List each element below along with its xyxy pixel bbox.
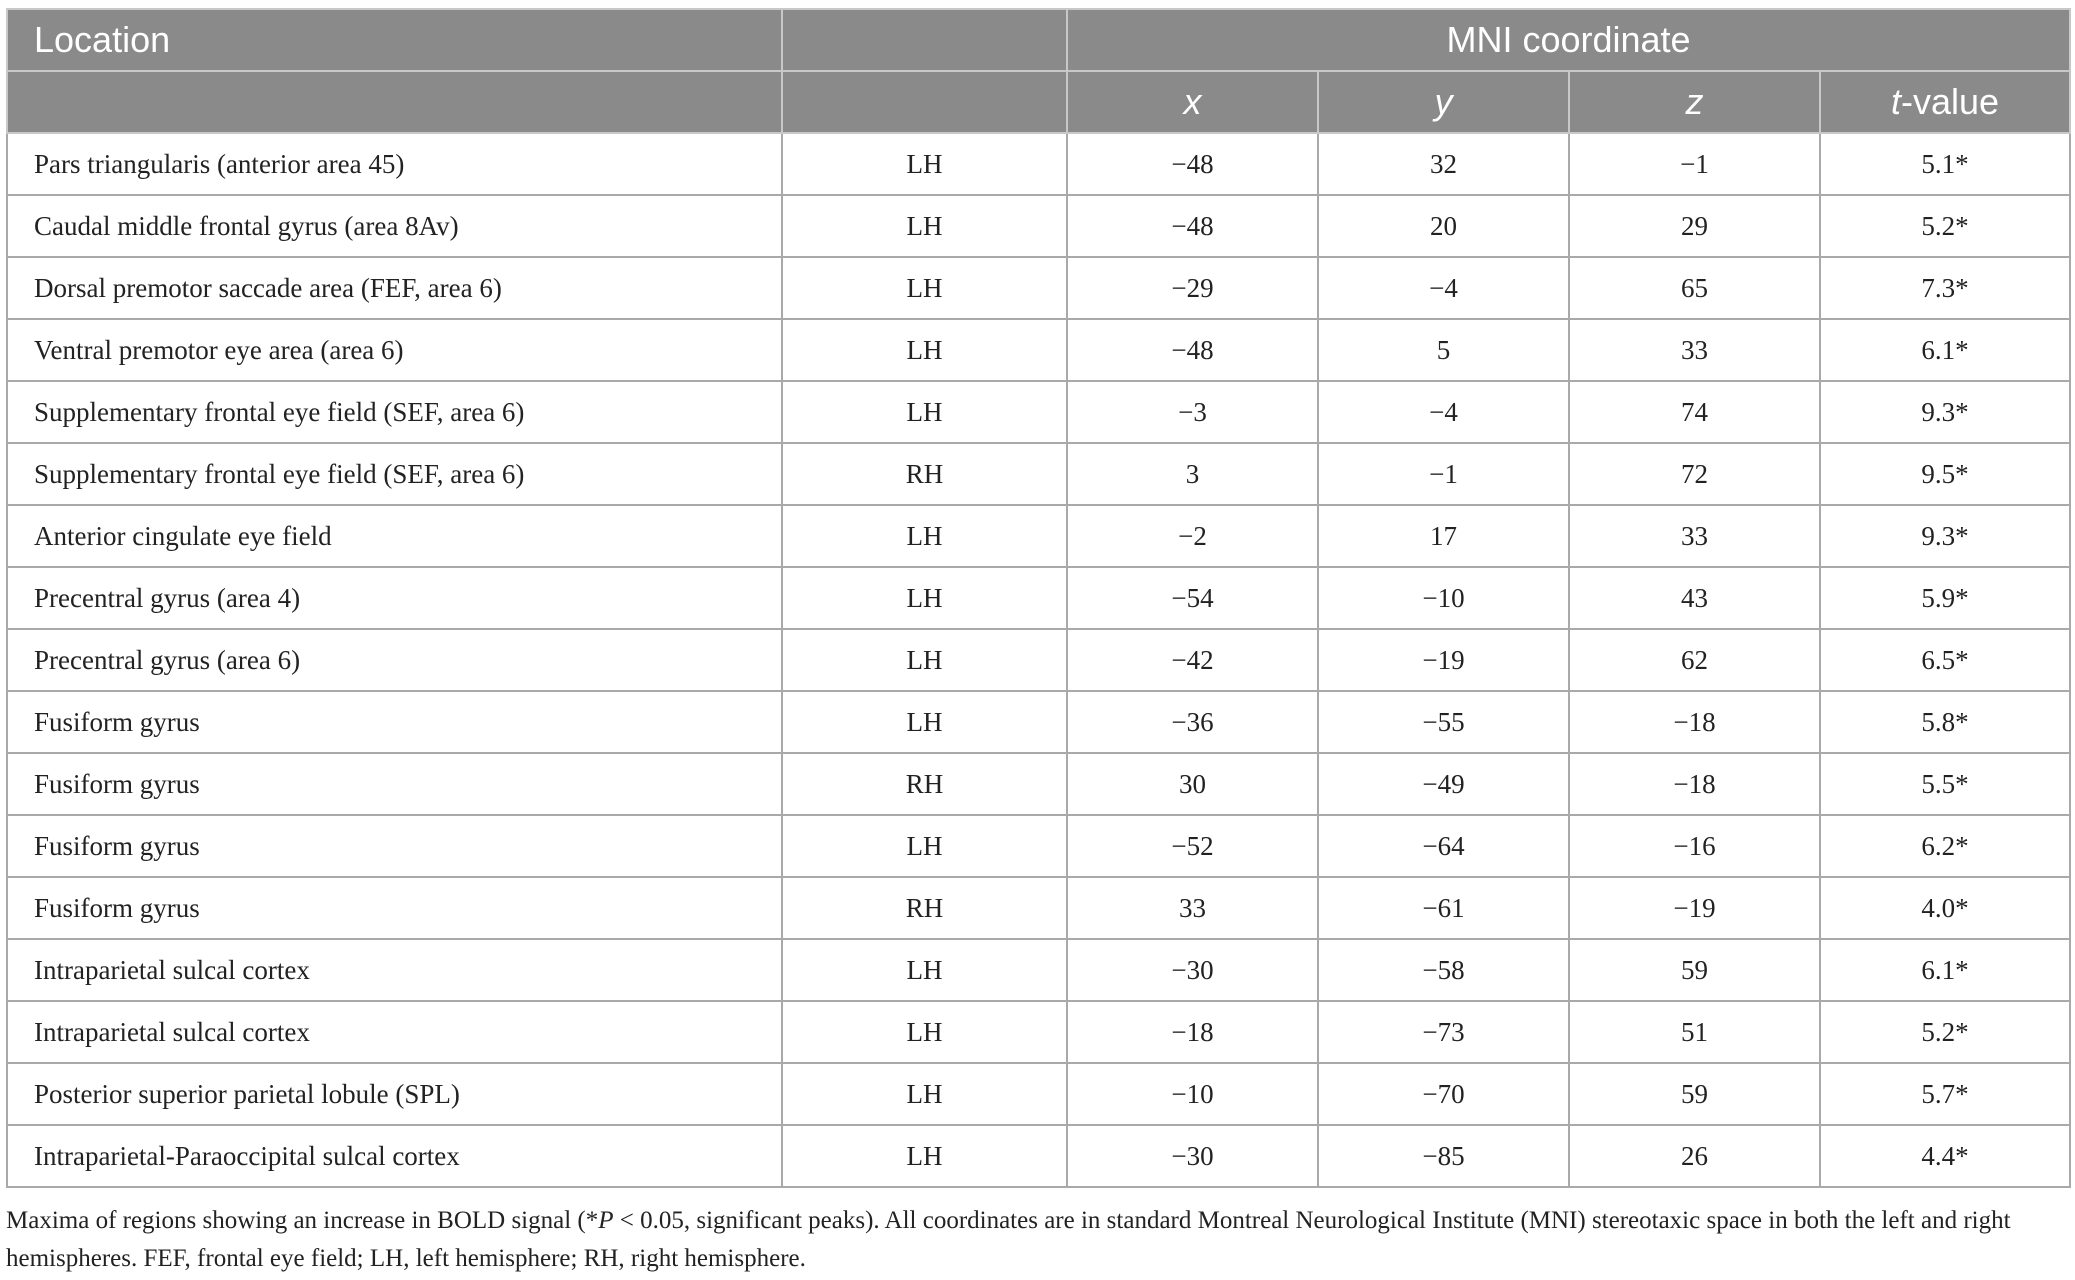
t-value-cell: 5.9* bbox=[1820, 567, 2070, 629]
location-cell: Fusiform gyrus bbox=[7, 691, 782, 753]
mni-coordinates-table bbox=[6, 8, 2071, 1188]
footnote-p-symbol: P bbox=[598, 1207, 614, 1234]
location-header: Location bbox=[7, 9, 782, 71]
y-cell: 32 bbox=[1318, 133, 1569, 195]
x-cell: 33 bbox=[1067, 877, 1318, 939]
x-cell: −54 bbox=[1067, 567, 1318, 629]
z-header: z bbox=[1569, 71, 1820, 133]
x-cell: −30 bbox=[1067, 939, 1318, 1001]
hemisphere-cell: LH bbox=[782, 691, 1067, 753]
table-row bbox=[7, 443, 2070, 505]
table-row bbox=[7, 133, 2070, 195]
hemisphere-cell: RH bbox=[782, 753, 1067, 815]
table-row bbox=[7, 381, 2070, 443]
z-cell: 29 bbox=[1569, 195, 1820, 257]
location-cell: Intraparietal sulcal cortex bbox=[7, 939, 782, 1001]
table-row bbox=[7, 629, 2070, 691]
x-cell: −48 bbox=[1067, 133, 1318, 195]
z-cell: 65 bbox=[1569, 257, 1820, 319]
y-cell: 5 bbox=[1318, 319, 1569, 381]
location-cell: Ventral premotor eye area (area 6) bbox=[7, 319, 782, 381]
hemisphere-cell: LH bbox=[782, 381, 1067, 443]
t-value-cell: 9.3* bbox=[1820, 505, 2070, 567]
header-row-sub bbox=[7, 71, 2070, 133]
location-cell: Pars triangularis (anterior area 45) bbox=[7, 133, 782, 195]
table-row bbox=[7, 815, 2070, 877]
t-value-header-t: t bbox=[1890, 81, 1901, 122]
y-header: y bbox=[1318, 71, 1569, 133]
z-cell: 51 bbox=[1569, 1001, 1820, 1063]
x-cell: −3 bbox=[1067, 381, 1318, 443]
table-row bbox=[7, 257, 2070, 319]
t-value-cell: 6.1* bbox=[1820, 319, 2070, 381]
table-row bbox=[7, 195, 2070, 257]
location-cell: Supplementary frontal eye field (SEF, area 6) bbox=[7, 443, 782, 505]
table-row bbox=[7, 877, 2070, 939]
t-value-cell: 5.1* bbox=[1820, 133, 2070, 195]
hemisphere-cell: LH bbox=[782, 567, 1067, 629]
x-cell: −10 bbox=[1067, 1063, 1318, 1125]
x-cell: −29 bbox=[1067, 257, 1318, 319]
y-cell: 17 bbox=[1318, 505, 1569, 567]
hemisphere-cell: LH bbox=[782, 815, 1067, 877]
z-cell: −1 bbox=[1569, 133, 1820, 195]
t-value-cell: 5.2* bbox=[1820, 1001, 2070, 1063]
location-cell: Fusiform gyrus bbox=[7, 877, 782, 939]
hemisphere-subheader-blank bbox=[782, 71, 1067, 133]
table-row bbox=[7, 1125, 2070, 1187]
table-body bbox=[7, 133, 2070, 1187]
x-cell: −2 bbox=[1067, 505, 1318, 567]
x-header: x bbox=[1067, 71, 1318, 133]
x-cell: 30 bbox=[1067, 753, 1318, 815]
t-value-cell: 4.4* bbox=[1820, 1125, 2070, 1187]
y-cell: −4 bbox=[1318, 381, 1569, 443]
x-cell: −42 bbox=[1067, 629, 1318, 691]
z-cell: −18 bbox=[1569, 691, 1820, 753]
header-row-top bbox=[7, 9, 2070, 71]
t-value-cell: 9.3* bbox=[1820, 381, 2070, 443]
t-value-cell: 7.3* bbox=[1820, 257, 2070, 319]
t-value-cell: 4.0* bbox=[1820, 877, 2070, 939]
table-row bbox=[7, 567, 2070, 629]
z-cell: 74 bbox=[1569, 381, 1820, 443]
y-cell: −61 bbox=[1318, 877, 1569, 939]
x-cell: −52 bbox=[1067, 815, 1318, 877]
mni-coordinate-header: MNI coordinate bbox=[1067, 9, 2070, 71]
y-cell: −73 bbox=[1318, 1001, 1569, 1063]
t-value-cell: 5.2* bbox=[1820, 195, 2070, 257]
table-header bbox=[7, 9, 2070, 133]
y-cell: −55 bbox=[1318, 691, 1569, 753]
y-cell: −49 bbox=[1318, 753, 1569, 815]
location-cell: Precentral gyrus (area 4) bbox=[7, 567, 782, 629]
y-cell: −10 bbox=[1318, 567, 1569, 629]
hemisphere-cell: LH bbox=[782, 505, 1067, 567]
x-cell: −30 bbox=[1067, 1125, 1318, 1187]
location-cell: Anterior cingulate eye field bbox=[7, 505, 782, 567]
z-cell: 43 bbox=[1569, 567, 1820, 629]
z-cell: −19 bbox=[1569, 877, 1820, 939]
y-cell: −85 bbox=[1318, 1125, 1569, 1187]
y-cell: 20 bbox=[1318, 195, 1569, 257]
location-cell: Intraparietal sulcal cortex bbox=[7, 1001, 782, 1063]
y-cell: −58 bbox=[1318, 939, 1569, 1001]
hemisphere-cell: LH bbox=[782, 1125, 1067, 1187]
y-cell: −64 bbox=[1318, 815, 1569, 877]
x-cell: −48 bbox=[1067, 195, 1318, 257]
hemisphere-cell: LH bbox=[782, 1001, 1067, 1063]
table-row bbox=[7, 319, 2070, 381]
location-cell: Dorsal premotor saccade area (FEF, area 6) bbox=[7, 257, 782, 319]
hemisphere-cell: LH bbox=[782, 629, 1067, 691]
footnote-part2: < 0.05, significant peaks). All coordinates are in standard Montreal Neurological Institute (MNI) stereotaxic space in both the left and right hemispheres. FEF, frontal eye field; LH, left hemisphere; RH, right hemisphere. bbox=[6, 1207, 2011, 1272]
t-value-cell: 5.7* bbox=[1820, 1063, 2070, 1125]
hemisphere-cell: LH bbox=[782, 195, 1067, 257]
location-cell: Precentral gyrus (area 6) bbox=[7, 629, 782, 691]
t-value-cell: 6.2* bbox=[1820, 815, 2070, 877]
hemisphere-cell: RH bbox=[782, 443, 1067, 505]
table-row bbox=[7, 1001, 2070, 1063]
y-cell: −19 bbox=[1318, 629, 1569, 691]
z-cell: 72 bbox=[1569, 443, 1820, 505]
y-cell: −1 bbox=[1318, 443, 1569, 505]
t-value-header-suffix: -value bbox=[1901, 81, 2000, 122]
hemisphere-cell: LH bbox=[782, 319, 1067, 381]
t-value-cell: 6.5* bbox=[1820, 629, 2070, 691]
x-cell: −36 bbox=[1067, 691, 1318, 753]
y-cell: −4 bbox=[1318, 257, 1569, 319]
table-row bbox=[7, 939, 2070, 1001]
z-cell: 62 bbox=[1569, 629, 1820, 691]
t-value-cell: 6.1* bbox=[1820, 939, 2070, 1001]
z-cell: −16 bbox=[1569, 815, 1820, 877]
z-cell: 33 bbox=[1569, 505, 1820, 567]
location-cell: Intraparietal-Paraoccipital sulcal cortex bbox=[7, 1125, 782, 1187]
location-cell: Fusiform gyrus bbox=[7, 815, 782, 877]
x-cell: −18 bbox=[1067, 1001, 1318, 1063]
x-cell: −48 bbox=[1067, 319, 1318, 381]
z-cell: 59 bbox=[1569, 1063, 1820, 1125]
t-value-cell: 9.5* bbox=[1820, 443, 2070, 505]
t-value-header bbox=[1820, 71, 2070, 133]
hemisphere-cell: LH bbox=[782, 1063, 1067, 1125]
x-cell: 3 bbox=[1067, 443, 1318, 505]
footnote-part1: Maxima of regions showing an increase in BOLD signal (* bbox=[6, 1207, 599, 1234]
hemisphere-cell: LH bbox=[782, 133, 1067, 195]
z-cell: 26 bbox=[1569, 1125, 1820, 1187]
z-cell: 33 bbox=[1569, 319, 1820, 381]
location-cell: Caudal middle frontal gyrus (area 8Av) bbox=[7, 195, 782, 257]
t-value-cell: 5.5* bbox=[1820, 753, 2070, 815]
t-value-cell: 5.8* bbox=[1820, 691, 2070, 753]
location-cell: Posterior superior parietal lobule (SPL) bbox=[7, 1063, 782, 1125]
location-subheader-blank bbox=[7, 71, 782, 133]
table-footnote bbox=[6, 1202, 2066, 1278]
location-cell: Fusiform gyrus bbox=[7, 753, 782, 815]
table-row bbox=[7, 505, 2070, 567]
hemisphere-cell: LH bbox=[782, 257, 1067, 319]
results-table-container bbox=[6, 8, 2069, 1188]
z-cell: −18 bbox=[1569, 753, 1820, 815]
location-cell: Supplementary frontal eye field (SEF, area 6) bbox=[7, 381, 782, 443]
hemisphere-cell: RH bbox=[782, 877, 1067, 939]
table-row bbox=[7, 753, 2070, 815]
hemisphere-cell: LH bbox=[782, 939, 1067, 1001]
hemisphere-header bbox=[782, 9, 1067, 71]
table-row bbox=[7, 691, 2070, 753]
y-cell: −70 bbox=[1318, 1063, 1569, 1125]
table-row bbox=[7, 1063, 2070, 1125]
z-cell: 59 bbox=[1569, 939, 1820, 1001]
